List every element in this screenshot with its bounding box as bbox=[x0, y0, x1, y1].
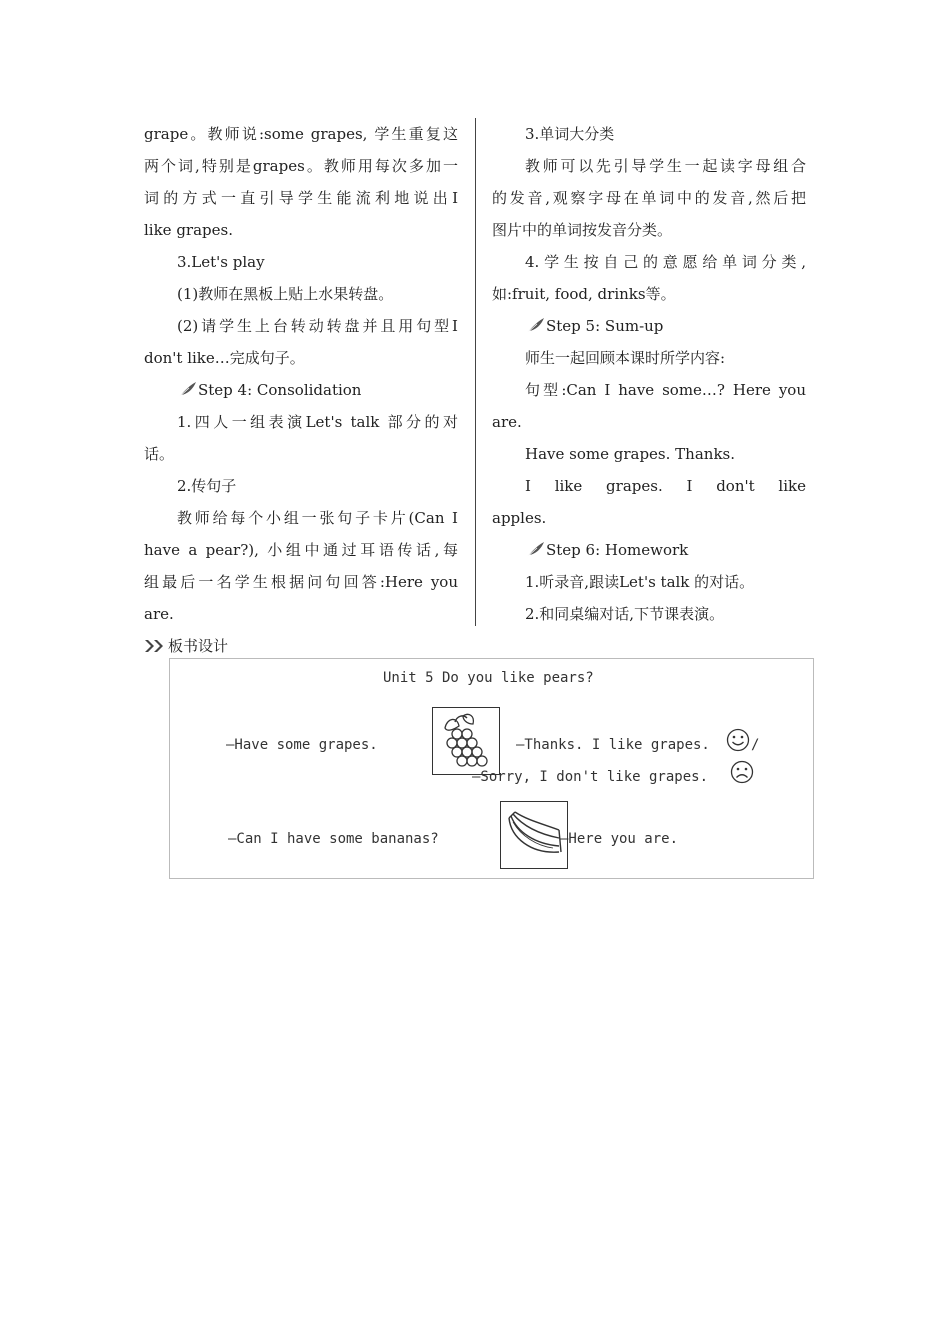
board-line-thanks: —Thanks. I like grapes. bbox=[516, 737, 710, 753]
feather-icon bbox=[177, 381, 197, 399]
step-heading bbox=[144, 374, 458, 406]
text-line: grape。教师说:some grapes, 学生重复这 bbox=[144, 125, 458, 143]
banana-icon bbox=[501, 802, 567, 868]
feather-icon bbox=[525, 317, 545, 335]
smile-face-icon bbox=[726, 728, 750, 752]
text-line: 话。 bbox=[144, 445, 175, 463]
step-6-label: Step 6: Homework bbox=[546, 541, 689, 559]
text-line: 词的方式一直引导学生能流利地说出I bbox=[144, 189, 458, 207]
board-line-have-grapes: —Have some grapes. bbox=[226, 737, 378, 753]
board-line-here-you-are: —Here you are. bbox=[560, 831, 679, 847]
text-line: 图片中的单词按发音分类。 bbox=[492, 221, 673, 239]
step-heading bbox=[492, 534, 806, 566]
right-column bbox=[492, 118, 806, 630]
text-line: 的发音,观察字母在单词中的发音,然后把 bbox=[492, 189, 806, 207]
text-line: 2.传句子 bbox=[177, 477, 237, 495]
board-line-sorry: —Sorry, I don't like grapes. bbox=[472, 769, 709, 785]
sad-face-icon bbox=[730, 760, 754, 784]
section-title-text: 板书设计 bbox=[168, 637, 229, 655]
text-line: 1.四人一组表演Let's talk 部分的对 bbox=[177, 413, 458, 431]
board-slash: / bbox=[751, 737, 760, 753]
text-line: (1)教师在黑板上贴上水果转盘。 bbox=[177, 285, 394, 303]
text-line: I like grapes. I don't like bbox=[525, 477, 806, 495]
text-line: have a pear?), 小组中通过耳语传话,每 bbox=[144, 541, 458, 559]
grapes-picture bbox=[432, 707, 500, 775]
left-column bbox=[144, 118, 458, 630]
step-4-label: Step 4: Consolidation bbox=[198, 381, 362, 399]
text-line: don't like…完成句子。 bbox=[144, 349, 305, 367]
text-line: 师生一起回顾本课时所学内容: bbox=[525, 349, 726, 367]
text-line: 4.学生按自己的意愿给单词分类, bbox=[525, 253, 806, 271]
text-line: apples. bbox=[492, 509, 547, 527]
text-line: 教师可以先引导学生一起读字母组合 bbox=[525, 157, 806, 175]
text-line: like grapes. bbox=[144, 221, 233, 239]
text-line: 3.Let's play bbox=[177, 253, 265, 271]
text-line: 2.和同桌编对话,下节课表演。 bbox=[525, 605, 725, 623]
text-line: 句型:Can I have some…? Here you bbox=[525, 381, 806, 399]
text-line: 组最后一名学生根据问句回答:Here you bbox=[144, 573, 458, 591]
text-line: 3.单词大分类 bbox=[525, 125, 615, 143]
text-line: (2)请学生上台转动转盘并且用句型I bbox=[177, 317, 458, 335]
board-design-box bbox=[169, 658, 814, 879]
column-divider bbox=[475, 118, 476, 626]
text-line: are. bbox=[144, 605, 174, 623]
bananas-picture bbox=[500, 801, 568, 869]
text-line: 两个词,特别是grapes。教师用每次多加一 bbox=[144, 157, 458, 175]
text-line: 1.听录音,跟读Let's talk 的对话。 bbox=[525, 573, 755, 591]
section-title bbox=[144, 636, 228, 656]
step-heading bbox=[492, 310, 806, 342]
grapes-icon bbox=[433, 708, 499, 774]
step-5-label: Step 5: Sum-up bbox=[546, 317, 664, 335]
feather-icon bbox=[525, 541, 545, 559]
board-line-bananas: —Can I have some bananas? bbox=[228, 831, 439, 847]
text-line: are. bbox=[492, 413, 522, 431]
double-chevron-icon bbox=[144, 639, 166, 653]
text-line: 教师给每个小组一张句子卡片(Can I bbox=[177, 509, 458, 527]
text-line: Have some grapes. Thanks. bbox=[525, 445, 735, 463]
board-heading: Unit 5 Do you like pears? bbox=[383, 670, 594, 686]
text-line: 如:fruit, food, drinks等。 bbox=[492, 285, 676, 303]
